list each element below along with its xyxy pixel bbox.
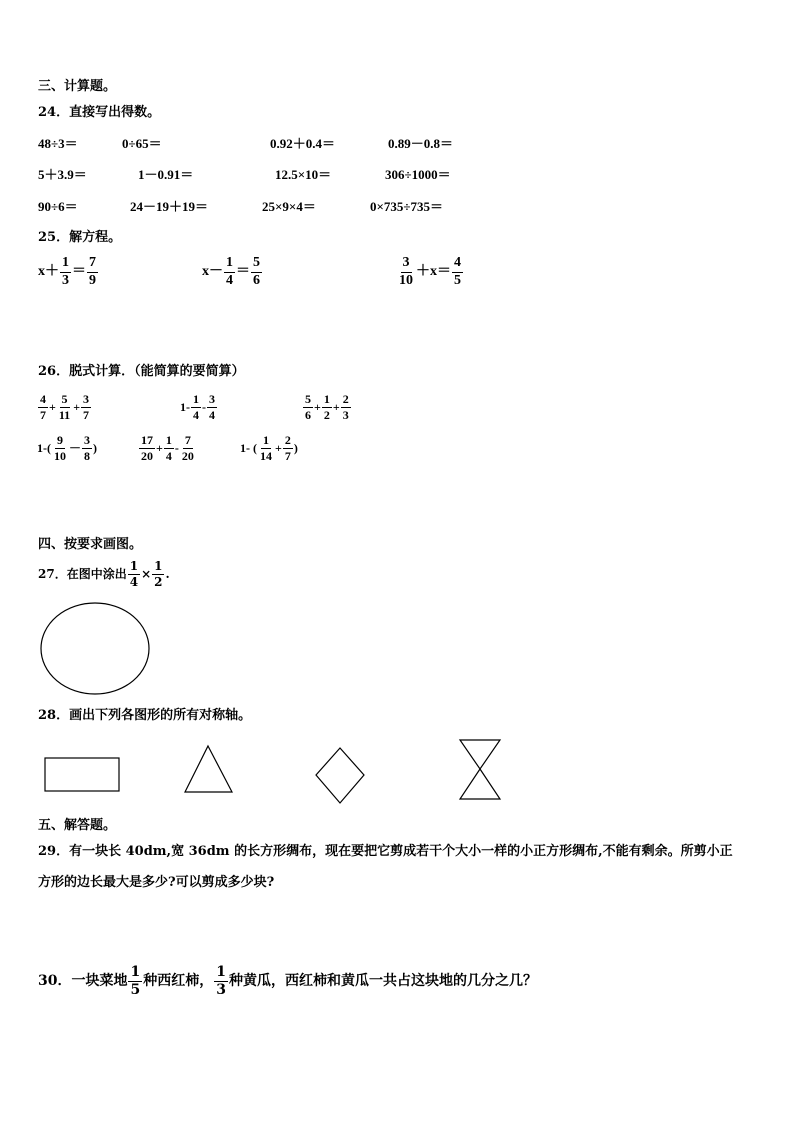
rhombus-figure <box>315 747 367 805</box>
fraction: $\frac{1}{4}$ <box>129 559 139 589</box>
q24-item: 12.5×10＝ <box>275 167 332 182</box>
operator: + <box>314 400 321 415</box>
q24-item: 0×735÷735＝ <box>370 199 444 214</box>
fraction: $\frac{3}{8}$ <box>84 433 91 463</box>
calc-expression-4 <box>37 434 97 462</box>
eq3-middle: ＋x＝ <box>416 264 451 280</box>
eq1-prefix: x＋ <box>38 264 59 280</box>
expression-prefix: 1-( <box>37 441 51 456</box>
eq2-prefix: x－ <box>202 264 223 280</box>
operator: － <box>69 441 82 456</box>
q24-item: 0÷65＝ <box>122 136 162 151</box>
operator: - <box>174 441 179 456</box>
expression-suffix: ) <box>293 441 298 456</box>
operator: × <box>141 567 152 582</box>
q25-title: 25．解方程。 <box>38 230 122 245</box>
fraction: $\frac{2}{7}$ <box>284 433 291 463</box>
q30-text: 种西红柿， <box>143 973 214 990</box>
q27-period: . <box>165 567 170 582</box>
q30-text: 种黄瓜，西红柿和黄瓜一共占这块地的几分之几？ <box>228 973 537 990</box>
fraction: $\frac{1}{3}$ <box>62 255 69 288</box>
expression-suffix: ) <box>93 441 98 456</box>
operator: + <box>73 400 81 415</box>
calc-expression-3 <box>302 393 352 421</box>
triangle-figure <box>184 745 234 795</box>
operator: + <box>156 441 163 456</box>
equation-2 <box>202 256 263 288</box>
equation-1 <box>38 256 99 288</box>
operator: + <box>49 400 56 415</box>
expression-prefix: 1- ( <box>240 441 257 456</box>
fraction: $\frac{2}{3}$ <box>342 392 349 422</box>
equals-sign: ＝ <box>236 264 250 280</box>
oval-figure <box>40 602 152 696</box>
q24-item: 5＋3.9＝ <box>38 167 87 182</box>
fraction: $\frac{1}{4}$ <box>226 255 233 288</box>
fraction: $\frac{3}{4}$ <box>209 392 215 422</box>
fraction: $\frac{4}{7}$ <box>40 392 46 422</box>
equation-3 <box>396 256 464 288</box>
section-3-title: 三、计算题。 <box>38 79 117 94</box>
fraction: $\frac{3}{7}$ <box>83 392 90 422</box>
fraction: $\frac{1}{2}$ <box>323 392 330 422</box>
fraction: $\frac{1}{3}$ <box>216 964 226 998</box>
fraction: $\frac{17}{20}$ <box>141 433 153 463</box>
q26-title: 26．脱式计算．（能简算的要简算） <box>38 364 245 379</box>
q24-item: 0.92＋0.4＝ <box>270 136 336 151</box>
calc-expression-6 <box>240 434 298 462</box>
equals-sign: ＝ <box>72 264 86 280</box>
fraction: $\frac{4}{5}$ <box>454 255 461 288</box>
operator: + <box>275 441 282 456</box>
calc-expression-2 <box>180 393 218 421</box>
fraction: $\frac{5}{6}$ <box>253 255 260 288</box>
q27-prompt <box>38 560 170 588</box>
fraction: $\frac{3}{10}$ <box>399 255 413 288</box>
operator: + <box>332 400 340 415</box>
q24-item: 306÷1000＝ <box>385 167 451 182</box>
q24-item: 90÷6＝ <box>38 199 78 214</box>
fraction: $\frac{1}{5}$ <box>130 964 141 998</box>
fraction: $\frac{1}{4}$ <box>193 392 199 422</box>
q24-item: 24－19＋19＝ <box>130 199 209 214</box>
q27-text: 27．在图中涂出 <box>38 567 127 582</box>
fraction: $\frac{1}{4}$ <box>165 433 172 463</box>
section-4-title: 四、按要求画图。 <box>38 537 143 552</box>
expression-prefix: 1- <box>180 400 190 415</box>
q24-item: 0.89－0.8＝ <box>388 136 454 151</box>
fraction: $\frac{1}{2}$ <box>154 559 163 589</box>
calc-expression-5 <box>138 434 197 462</box>
fraction: $\frac{1}{14}$ <box>260 433 272 463</box>
q28-title: 28．画出下列各图形的所有对称轴。 <box>38 708 252 723</box>
fraction: $\frac{9}{10}$ <box>54 433 66 463</box>
q30-text: 30．一块菜地 <box>38 973 128 990</box>
operator: - <box>202 400 206 415</box>
q29-line-1: 29．有一块长 40dm,宽 36dm 的长方形绸布，现在要把它剪成若干个大小一样的小正方形绸布,不能有剩余。所剪小正 <box>38 844 733 859</box>
calc-expression-1 <box>37 393 92 421</box>
q24-item: 48÷3＝ <box>38 136 78 151</box>
q30-prompt <box>38 965 537 997</box>
q24-item: 1－0.91＝ <box>138 167 194 182</box>
section-5-title: 五、解答题。 <box>38 818 117 833</box>
hourglass-figure <box>458 738 504 802</box>
q24-title: 24．直接写出得数。 <box>38 105 161 120</box>
fraction: $\frac{5}{11}$ <box>58 392 71 422</box>
fraction: $\frac{7}{9}$ <box>89 255 96 288</box>
fraction: $\frac{5}{6}$ <box>305 392 311 422</box>
q29-line-2: 方形的边长最大是多少?可以剪成多少块? <box>38 875 275 890</box>
fraction: $\frac{7}{20}$ <box>181 433 194 463</box>
q24-item: 25×9×4＝ <box>262 199 316 214</box>
rectangle-figure <box>44 757 122 793</box>
